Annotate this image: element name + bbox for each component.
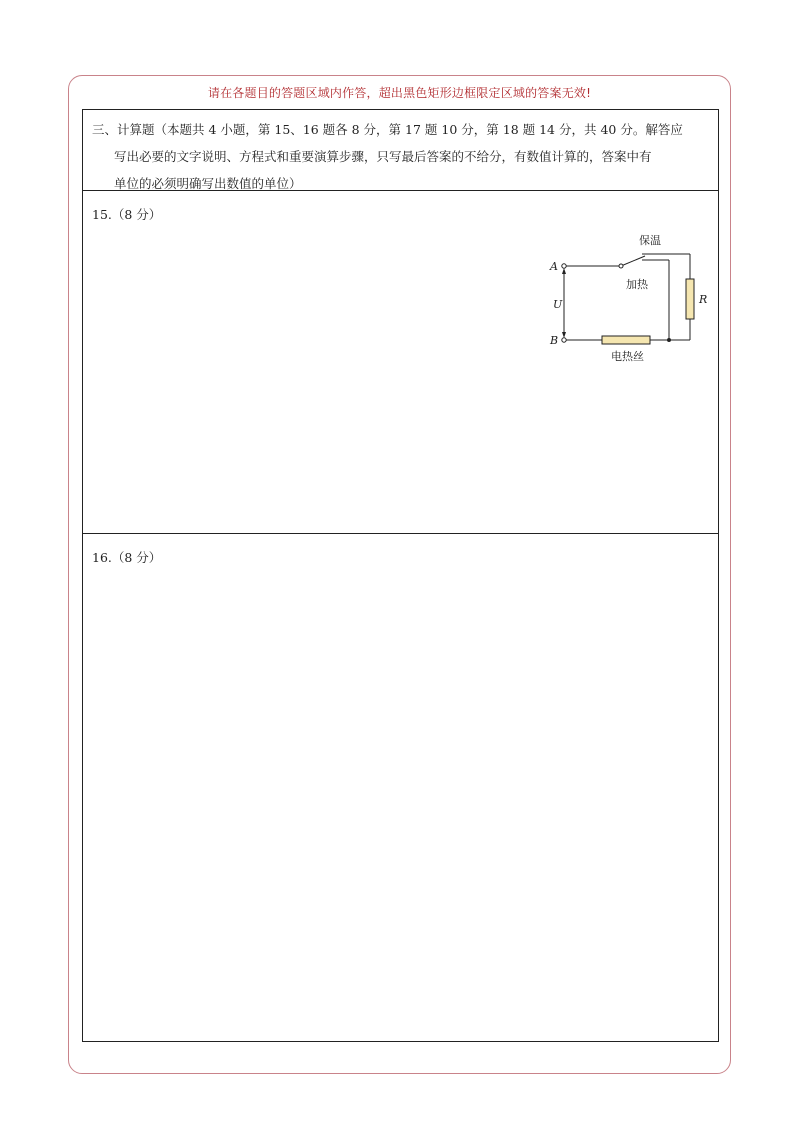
switch-pivot [619,264,623,268]
question-16-answer-box[interactable] [83,534,718,1041]
answer-sheet [82,109,719,1042]
terminal-b-dot [562,338,566,342]
section-header [83,110,718,191]
terminal-b-label: B [550,334,559,347]
question-16-label: 16.（8 分） [92,550,162,565]
switch-bottom-label: 加热 [626,278,648,291]
voltage-arrow-up [562,268,566,274]
question-15-answer-box[interactable] [83,191,718,534]
heater-label: 电热丝 [611,350,644,363]
switch-top-label: 保温 [639,234,661,247]
terminal-a-dot [562,264,566,268]
voltage-label: U [553,298,563,311]
section-instructions [92,116,712,197]
section-line-1: 三、计算题（本题共 4 小题，第 15、16 题各 8 分，第 17 题 10 分，第 18 题 14 分，共 40 分。解答应 [92,122,683,137]
answer-notice: 请在各题目的答题区域内作答，超出黑色矩形边框限定区域的答案无效! [207,86,592,100]
question-15-label: 15.（8 分） [92,207,162,222]
switch-blade [621,256,645,266]
section-line-2: 写出必要的文字说明、方程式和重要演算步骤，只写最后答案的不给分，有数值计算的，答案中有 [114,149,652,164]
section-line-3: 单位的必须明确写出数值的单位） [114,176,302,191]
circuit-diagram [533,226,713,366]
heater-resistor [602,336,650,344]
junction-node [667,338,671,342]
voltage-arrow-down [562,332,566,338]
resistor-r [686,279,694,319]
terminal-a-label: A [550,260,558,273]
resistor-r-label: R [699,293,708,306]
